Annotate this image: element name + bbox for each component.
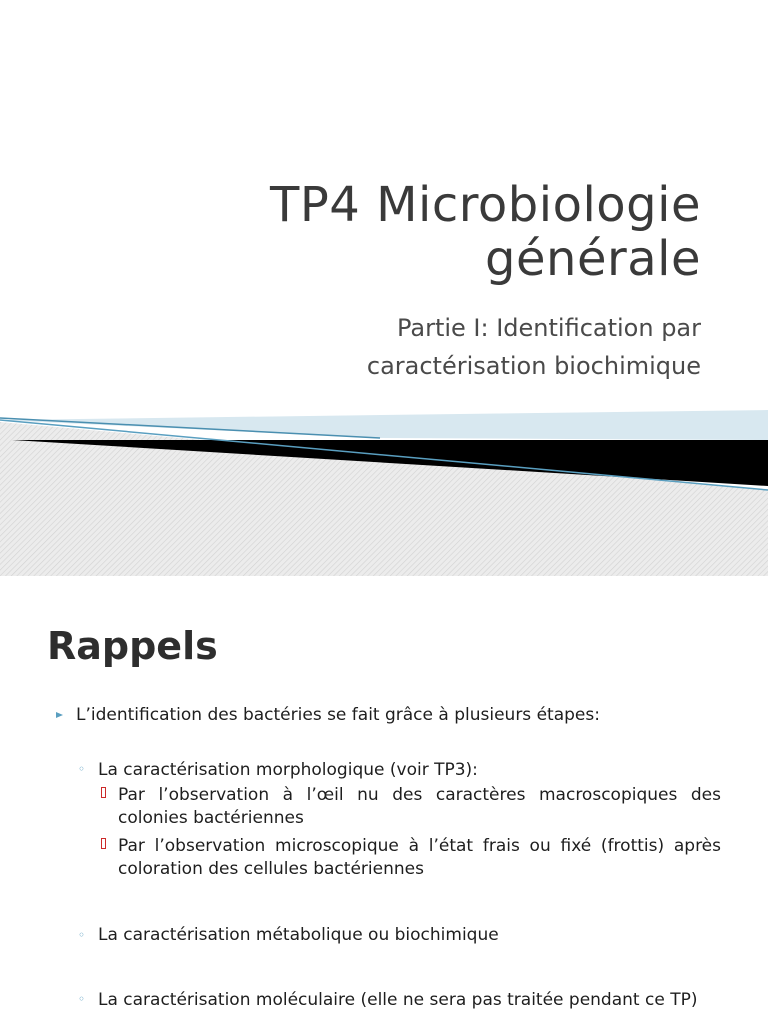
circle-bullet-icon: ◦ [78,928,86,942]
sub-item-macroscopique: Par l’observation à l’œil nu des caractères macroscopiques des colonies bactériennes [118,785,721,828]
triangle-arrow-icon [56,712,63,718]
slide-title: TP4 Microbiologie générale [270,177,701,287]
rappels-slide [0,576,768,1024]
item-morphologique: La caractérisation morphologique (voir TP3): [98,760,478,780]
decorative-band [0,400,768,576]
circle-bullet-icon: ◦ [78,762,86,776]
item-biochimique: La caractérisation métabolique ou biochimique [98,925,499,945]
slide-subtitle: Partie I: Identification par caractérisation biochimique [366,314,701,380]
main-bullet: L’identification des bactéries se fait grâce à plusieurs étapes: [76,705,600,725]
circle-bullet-icon: ◦ [78,992,86,1006]
item-moleculaire: La caractérisation moléculaire (elle ne sera pas traitée pendant ce TP) [98,990,698,1010]
rectangle-bullet-icon [101,838,106,849]
sub-item-microscopique: Par l’observation microscopique à l’état frais ou fixé (frottis) après coloration des cellules bactériennes [118,836,721,879]
slide-heading: Rappels [47,624,218,668]
rectangle-bullet-icon [101,787,106,798]
